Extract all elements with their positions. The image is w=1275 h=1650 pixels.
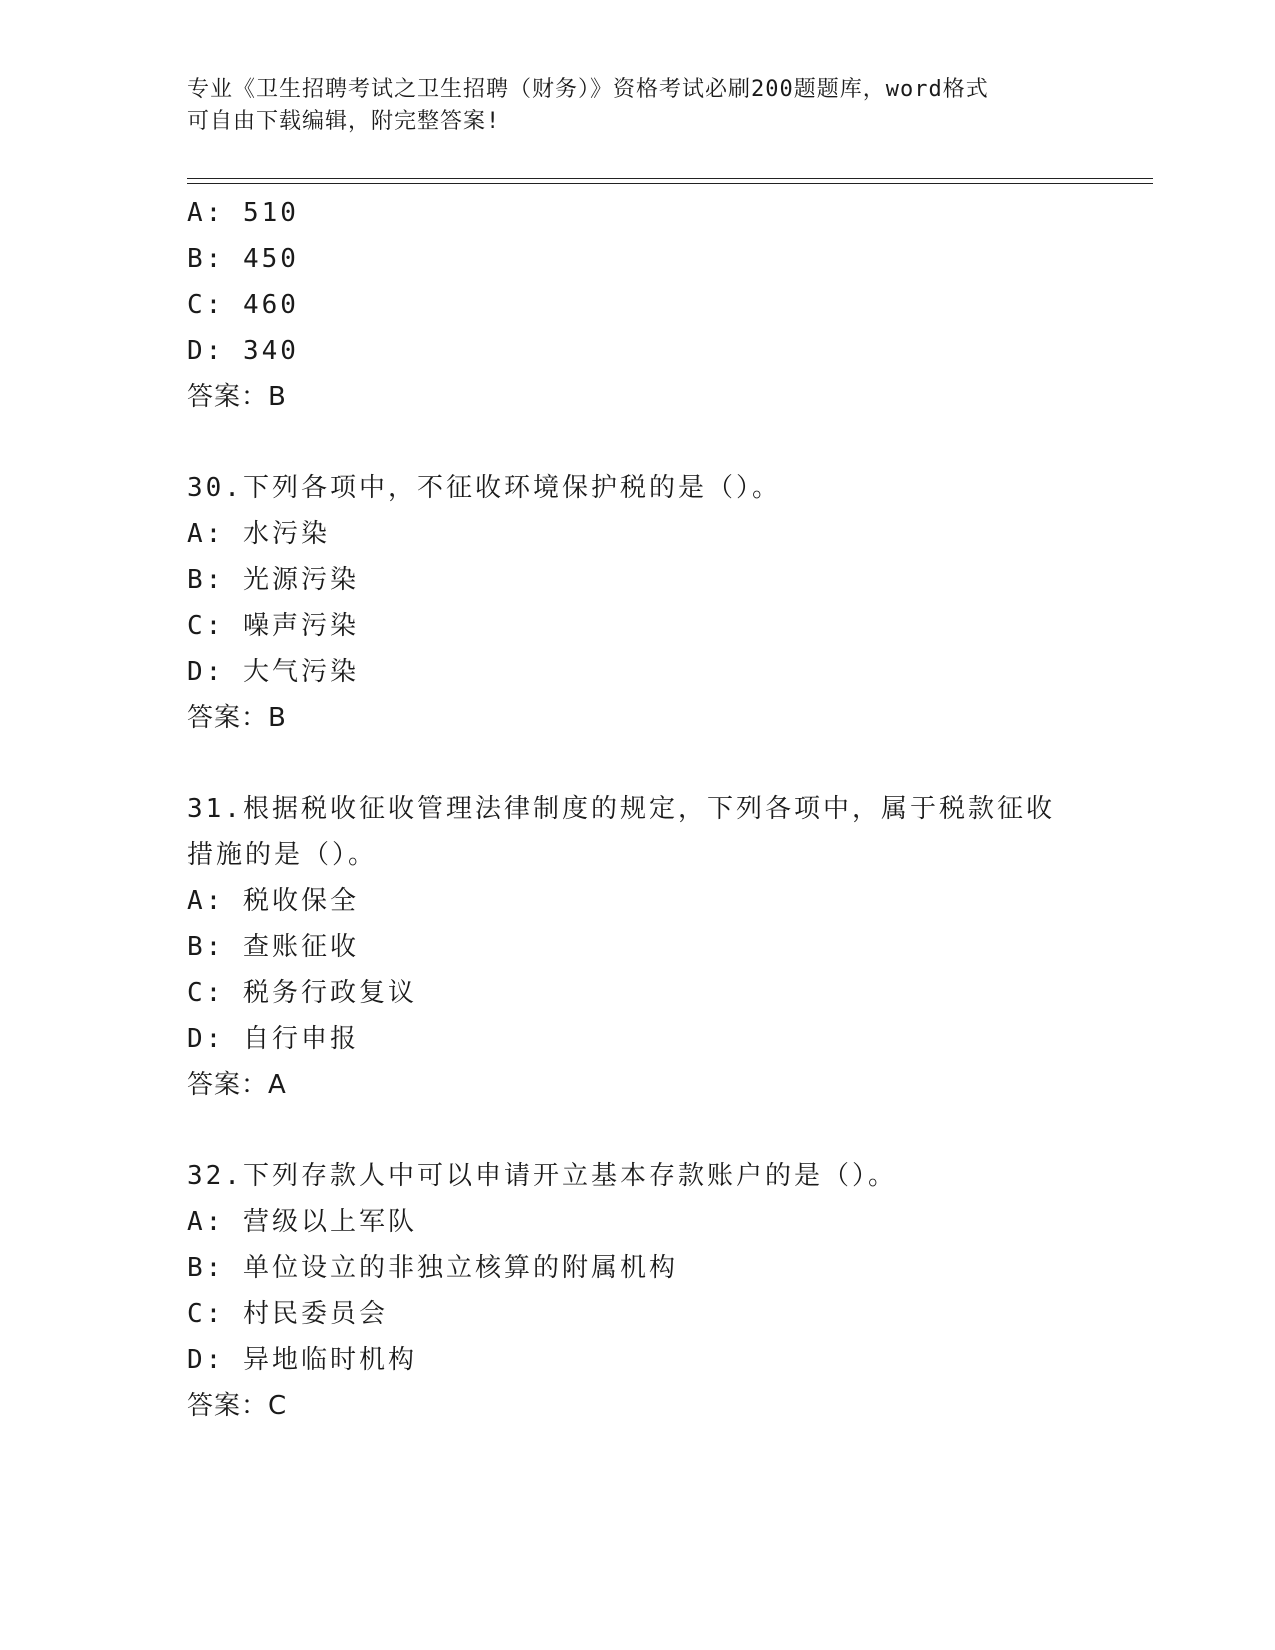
- option-c: C: 村民委员会: [187, 1299, 388, 1329]
- question-content: [187, 190, 1087, 1429]
- option-d: D: 大气污染: [187, 657, 359, 687]
- question-block-30: [187, 465, 1087, 741]
- question-block-31: [187, 786, 1087, 1108]
- option-c: C: 税务行政复议: [187, 978, 417, 1008]
- document-header: [187, 74, 1067, 138]
- option-b: B: 查账征收: [187, 932, 359, 962]
- answer-line: 答案：B: [187, 703, 287, 733]
- question-block-32: [187, 1153, 1087, 1429]
- question-stem: 31.根据税收征收管理法律制度的规定，下列各项中，属于税款征收措施的是（）。: [187, 794, 1055, 870]
- option-a: A: 税收保全: [187, 886, 359, 916]
- header-line-2: 可自由下载编辑，附完整答案!: [187, 109, 501, 134]
- option-d: D: 自行申报: [187, 1024, 359, 1054]
- option-a: A: 营级以上军队: [187, 1207, 417, 1237]
- question-stem: 32.下列存款人中可以申请开立基本存款账户的是（）。: [187, 1161, 897, 1191]
- answer-line: 答案：A: [187, 1070, 287, 1100]
- option-b: B: 光源污染: [187, 565, 359, 595]
- header-rule-top: [187, 178, 1153, 179]
- option-b: B: 450: [187, 244, 299, 274]
- option-a: A: 510: [187, 198, 299, 228]
- answer-line: 答案：B: [187, 382, 287, 412]
- option-b: B: 单位设立的非独立核算的附属机构: [187, 1253, 678, 1283]
- question-block-29: [187, 190, 1087, 420]
- answer-line: 答案：C: [187, 1391, 288, 1421]
- option-d: D: 340: [187, 336, 299, 366]
- option-d: D: 异地临时机构: [187, 1345, 417, 1375]
- option-a: A: 水污染: [187, 519, 330, 549]
- option-c: C: 噪声污染: [187, 611, 359, 641]
- question-stem: 30.下列各项中，不征收环境保护税的是（）。: [187, 473, 781, 503]
- option-c: C: 460: [187, 290, 299, 320]
- header-rule-bottom: [187, 183, 1153, 184]
- header-line-1: 专业《卫生招聘考试之卫生招聘（财务）》资格考试必刷200题题库，word格式: [187, 77, 989, 102]
